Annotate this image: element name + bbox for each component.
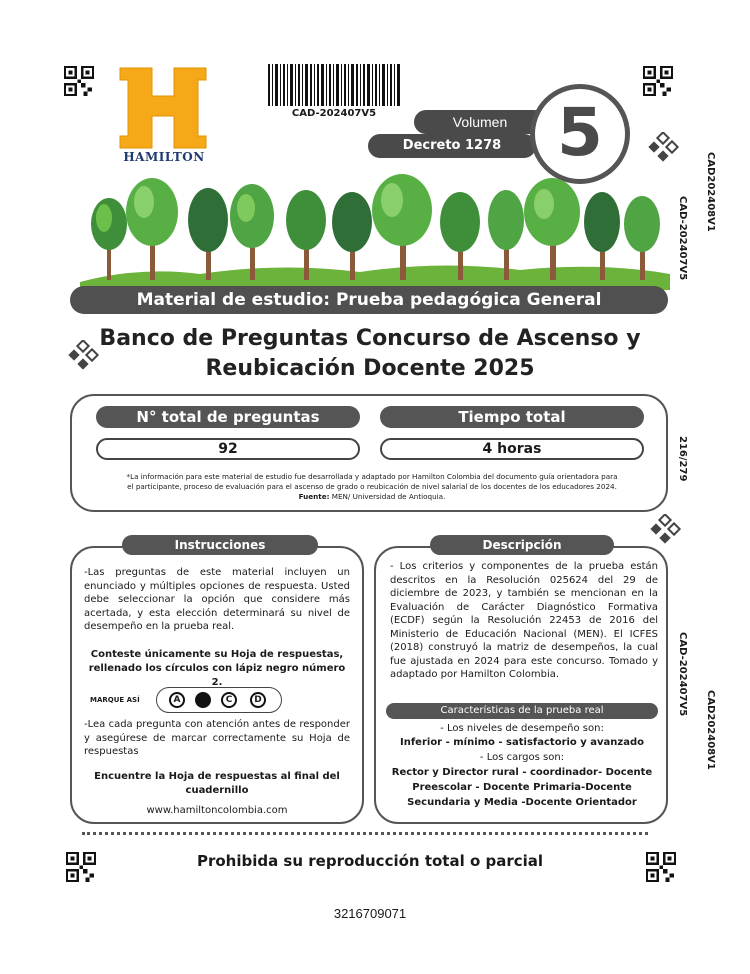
roles-line: Rector y Director rural - coordinador- Docente	[391, 767, 653, 778]
instructions-heading: Instrucciones	[122, 535, 318, 555]
website-link[interactable]: www.hamiltoncolombia.com	[146, 805, 288, 816]
questions-value: 92	[96, 438, 360, 460]
qr-code-top-right	[643, 66, 673, 96]
time-label: Tiempo total	[380, 406, 644, 428]
instructions-paragraph-2: -Lea cada pregunta con atención antes de responder y asegúrese de marcar correctamente su Hoja de respuestas	[84, 719, 350, 757]
qr-code-top-left	[64, 66, 94, 96]
questions-label: N° total de preguntas	[96, 406, 360, 428]
barcode-code: CAD-202407V5	[291, 108, 377, 119]
bubble-option: C	[221, 692, 237, 708]
levels-list: Inferior - mínimo - satisfactorio y avanzado	[399, 737, 645, 748]
title-line-1: Banco de Preguntas Concurso de Ascenso y	[99, 326, 641, 351]
description-heading: Descripción	[430, 535, 614, 555]
mark-label: MARQUE ASÍ	[90, 696, 140, 704]
instructions-answer-sheet-note: Conteste únicamente su Hoja de respuestas, rellenado los círculos con lápiz negro número 2.	[88, 649, 346, 688]
time-value: 4 horas	[380, 438, 644, 460]
side-code: CAD202408V1	[705, 152, 716, 232]
diamond-ornament-icon	[648, 514, 682, 548]
levels-intro: - Los niveles de desempeño son:	[440, 723, 604, 734]
diamond-ornament-icon	[646, 132, 680, 166]
side-code: 216/279	[677, 436, 688, 482]
barcode	[268, 64, 400, 106]
side-code: CAD-202407V5	[677, 632, 688, 717]
forest-illustration	[80, 170, 670, 290]
instructions-paragraph-1: -Las preguntas de este material incluyen un enunciado y múltiples opciones de respuesta. Usted debe seleccionar la opción que considere más acertada, y esta elección determinará su nivel de desempeño en la prueba real.	[84, 567, 350, 632]
volume-label: Volumen	[414, 110, 546, 134]
roles-line: Secundaria y Media -Docente Orientador	[407, 797, 637, 808]
reproduction-notice: Prohibida su reproducción total o parcial	[196, 852, 544, 870]
roles-line: Preescolar - Docente Primaria-Docente	[412, 782, 632, 793]
title-line-2: Reubicación Docente 2025	[205, 356, 535, 381]
source-note: *La información para este material de estudio fue desarrollada y adaptado por Hamilton Colombia del documento guía orientadora para el participante, proceso de evaluación para el ascenso de grado o reubicación de nivel salarial de los docentes de los educadores 2024. Fuente: MEN/ Universidad de Antioquia.	[126, 472, 618, 501]
logo-text: HAMILTON	[123, 150, 205, 164]
page-title	[90, 324, 650, 384]
dotted-divider	[82, 832, 648, 835]
side-code: CAD202408V1	[705, 690, 716, 770]
bubble-option-filled	[195, 692, 211, 708]
answer-bubbles-example	[156, 687, 282, 713]
bubble-option: A	[169, 692, 185, 708]
hamilton-logo-icon	[118, 66, 208, 150]
side-code: CAD-202407V5	[677, 196, 688, 281]
decree-label: Decreto 1278	[368, 134, 536, 158]
instructions-answer-sheet-location: Encuentre la Hoja de respuestas al final del cuadernillo	[94, 771, 340, 796]
qr-code-bottom-right	[646, 852, 676, 882]
qr-code-bottom-left	[66, 852, 96, 882]
description-paragraph: - Los criterios y componentes de la prueba están descritos en la Resolución 025624 del 29 de diciembre de 2023, y también se mencionan en la Evaluación de Carácter Diagnóstico Formativa (ECDF) según la Resolución 22453 de 2016 del Ministerio de Educación Nacional (MEN). El ICFES (2018) construyó la matriz de desempeños, la cual fue ajustada en 2024 para este concurso. Tomado y adaptado por Hamilton Colombia.	[390, 561, 658, 680]
volume-number: 5	[530, 84, 630, 184]
study-material-banner: Material de estudio: Prueba pedagógica General	[70, 286, 668, 314]
real-test-characteristics-heading: Características de la prueba real	[386, 703, 658, 719]
roles-intro: - Los cargos son:	[479, 752, 565, 763]
phone-number: 3216709071	[333, 906, 407, 921]
bubble-option: D	[250, 692, 266, 708]
